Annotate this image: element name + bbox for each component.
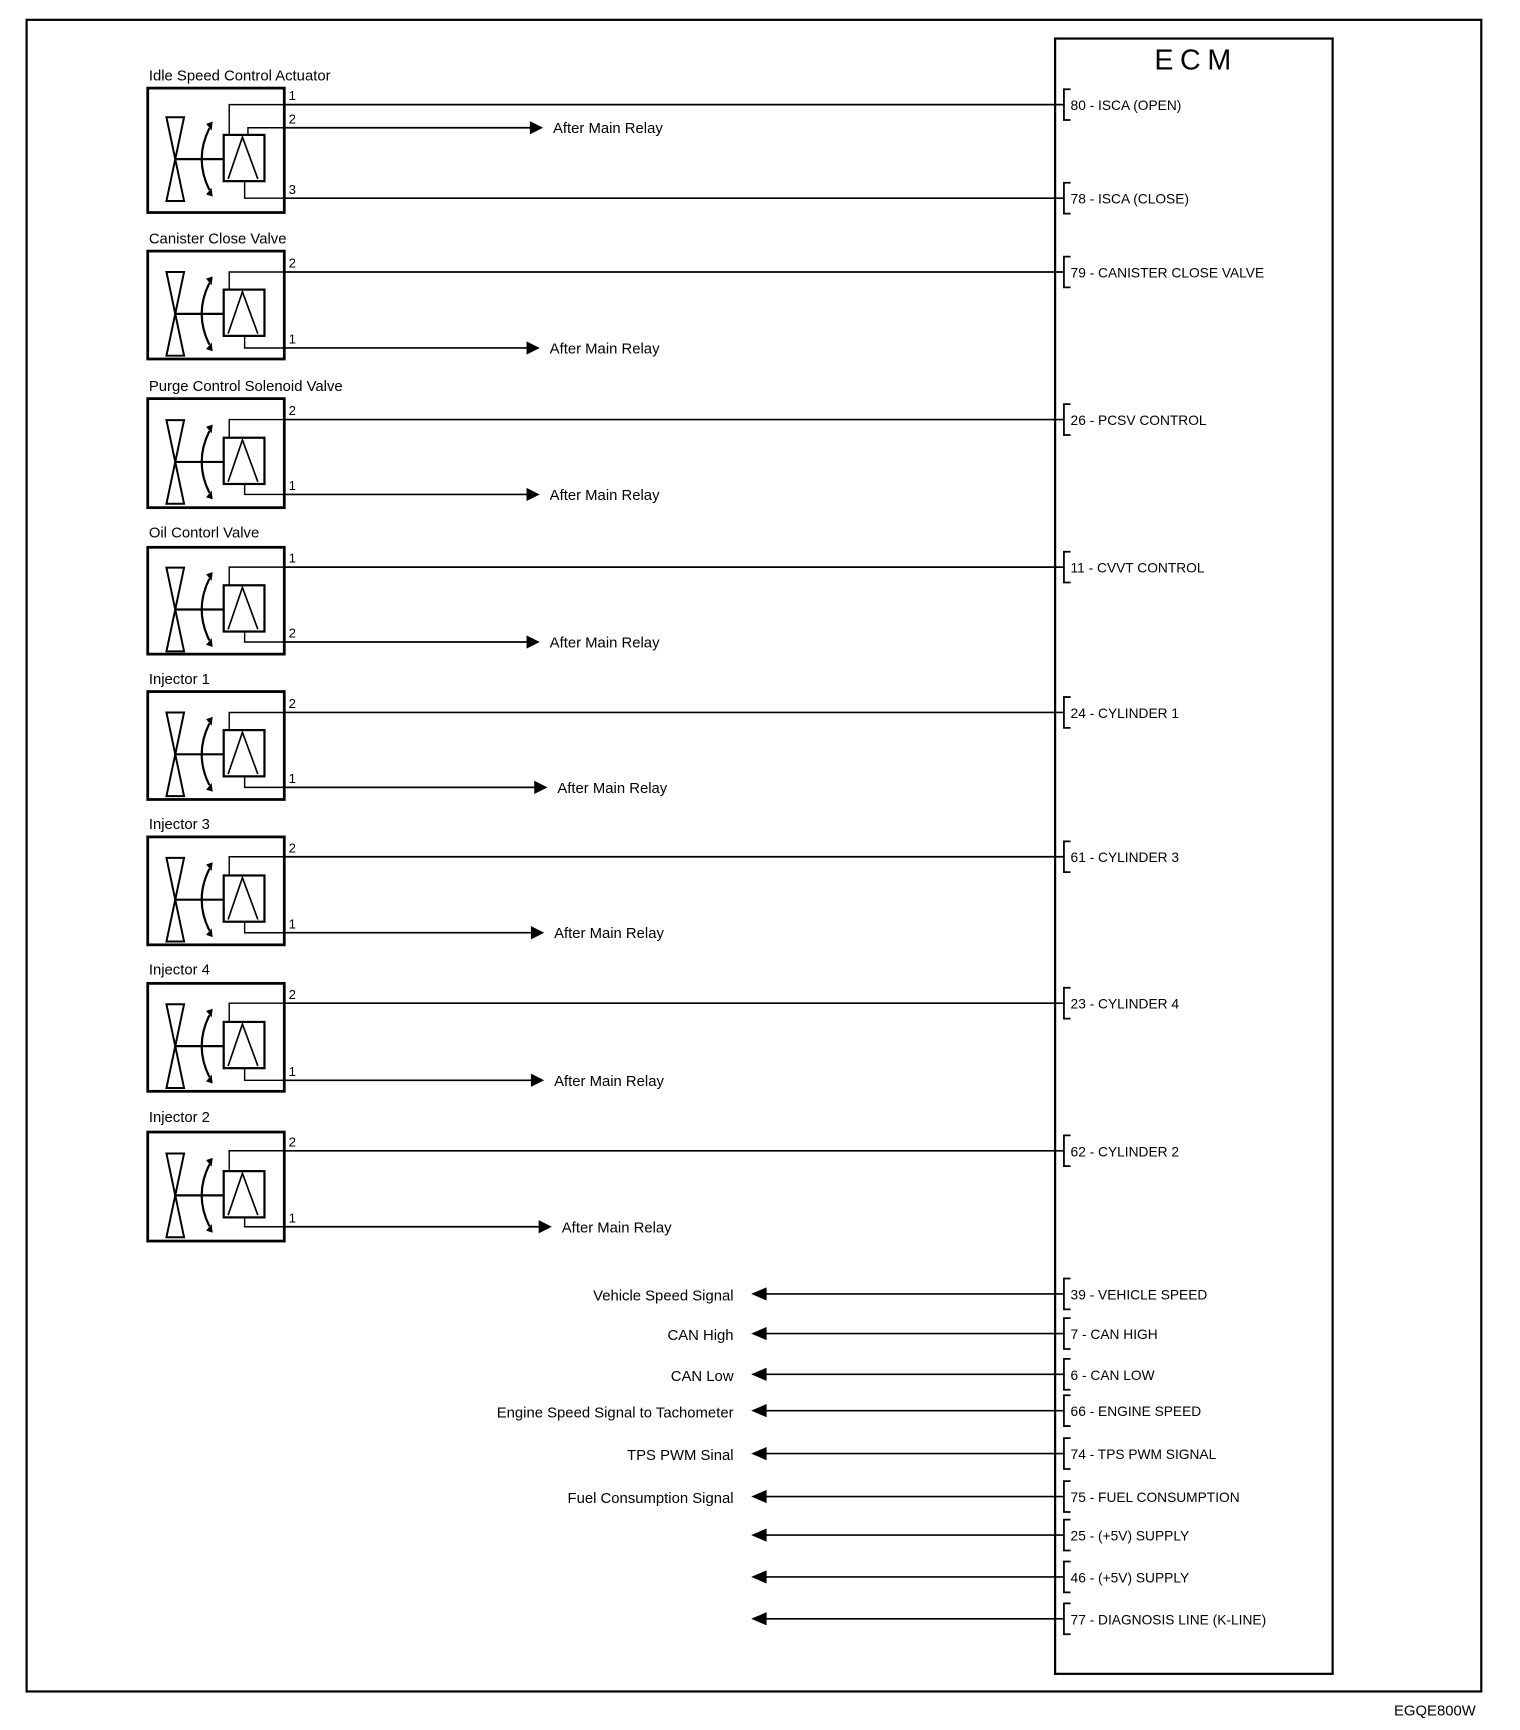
- valve-icon: [166, 712, 223, 796]
- valve-icon: [166, 420, 223, 504]
- ecm-pin-label: 11 - CVVT CONTROL: [1070, 560, 1205, 576]
- relay-label: After Main Relay: [549, 487, 660, 504]
- pin-number: 2: [288, 111, 297, 127]
- internal-wire: [229, 105, 284, 135]
- valve-icon: [166, 1154, 223, 1238]
- component-label: Purge Control Solenoid Valve: [148, 378, 343, 395]
- output-signal: [627, 1438, 1217, 1469]
- arrow-left-icon: [751, 1612, 766, 1625]
- valve-icon: [166, 858, 223, 942]
- ecm-title: ECM: [1154, 44, 1238, 77]
- internal-wire: [245, 181, 285, 198]
- solenoid-icon: [224, 730, 265, 776]
- pin-number: 1: [288, 770, 297, 786]
- component-label: Idle Speed Control Actuator: [148, 68, 331, 85]
- pin-number: 1: [288, 1063, 297, 1079]
- internal-wire: [229, 567, 284, 585]
- solenoid-icon: [224, 290, 265, 336]
- ecm-pin-label: 39 - VEHICLE SPEED: [1070, 1287, 1208, 1303]
- output-signal: [593, 1279, 1207, 1310]
- ecm-pin-label: 79 - CANISTER CLOSE VALVE: [1070, 265, 1265, 281]
- component: [148, 672, 1179, 800]
- solenoid-icon: [224, 135, 265, 181]
- ecm-pin-label: 75 - FUEL CONSUMPTION: [1070, 1490, 1240, 1506]
- arrow-left-icon: [751, 1287, 766, 1300]
- component: [148, 1110, 1179, 1241]
- output-signal: [497, 1395, 1202, 1426]
- internal-wire: [229, 1151, 284, 1171]
- signal-label: Vehicle Speed Signal: [593, 1288, 734, 1305]
- ecm-pin-label: 80 - ISCA (OPEN): [1070, 98, 1182, 114]
- valve-icon: [166, 568, 223, 652]
- internal-wire: [245, 1217, 285, 1226]
- output-signal: [751, 1562, 1189, 1593]
- relay-label: After Main Relay: [557, 780, 668, 797]
- signal-label: CAN Low: [670, 1368, 734, 1385]
- signal-label: Fuel Consumption Signal: [567, 1491, 734, 1508]
- valve-icon: [166, 272, 223, 356]
- pin-number: 2: [288, 625, 297, 641]
- internal-wire: [245, 484, 285, 494]
- arrow-left-icon: [751, 1368, 766, 1381]
- ecm-pin-label: 66 - ENGINE SPEED: [1070, 1404, 1202, 1420]
- internal-wire: [245, 336, 285, 348]
- ecm-pin-label: 25 - (+5V) SUPPLY: [1070, 1528, 1190, 1544]
- internal-wire: [229, 1003, 284, 1022]
- valve-icon: [166, 117, 223, 201]
- ecm-pin-label: 61 - CYLINDER 3: [1070, 850, 1180, 866]
- pin-number: 3: [288, 181, 297, 197]
- component: [148, 68, 1189, 213]
- pin-number: 1: [288, 478, 297, 494]
- internal-wire: [245, 632, 285, 642]
- component: [148, 379, 1207, 508]
- internal-wire: [229, 712, 284, 730]
- ecm-pin-label: 26 - PCSV CONTROL: [1070, 413, 1207, 429]
- component-label: Injector 1: [148, 671, 210, 688]
- pin-number: 1: [288, 916, 297, 932]
- pin-number: 2: [288, 840, 297, 856]
- arrow-right-icon: [531, 1074, 544, 1087]
- relay-label: After Main Relay: [554, 1073, 664, 1090]
- figure-code: EGQE800W: [1394, 1703, 1476, 1720]
- ecm-pin-label: 78 - ISCA (CLOSE): [1070, 191, 1189, 207]
- component-label: Canister Close Valve: [148, 231, 287, 248]
- output-signal: [751, 1520, 1189, 1551]
- arrow-left-icon: [751, 1327, 766, 1340]
- pin-number: 2: [288, 696, 297, 712]
- relay-label: After Main Relay: [552, 121, 663, 138]
- signal-label: Engine Speed Signal to Tachometer: [496, 1405, 734, 1422]
- signal-label: TPS PWM Sinal: [627, 1448, 734, 1465]
- solenoid-icon: [224, 1171, 265, 1217]
- component-label: Injector 3: [148, 817, 210, 834]
- internal-wire: [229, 272, 284, 290]
- output-signal: [568, 1481, 1240, 1512]
- pin-number: 1: [288, 331, 297, 347]
- relay-label: After Main Relay: [554, 926, 664, 943]
- solenoid-icon: [224, 875, 265, 921]
- arrow-left-icon: [751, 1528, 766, 1541]
- arrow-right-icon: [530, 121, 543, 134]
- arrow-right-icon: [534, 781, 547, 794]
- ecm-pin-label: 46 - (+5V) SUPPLY: [1070, 1570, 1190, 1586]
- pin-number: 2: [288, 986, 297, 1002]
- signal-label: CAN High: [667, 1328, 734, 1345]
- relay-label: After Main Relay: [549, 341, 660, 358]
- internal-wire: [245, 922, 285, 933]
- arrow-right-icon: [531, 926, 544, 939]
- solenoid-icon: [224, 585, 265, 631]
- solenoid-icon: [224, 438, 265, 484]
- pin-number: 1: [288, 88, 297, 104]
- component-label: Oil Contorl Valve: [148, 525, 260, 542]
- internal-wire: [245, 776, 285, 787]
- solenoid-icon: [224, 1022, 265, 1068]
- relay-label: After Main Relay: [561, 1220, 672, 1237]
- pin-number: 2: [288, 255, 297, 271]
- component: [148, 525, 1205, 654]
- arrow-right-icon: [527, 635, 540, 648]
- pin-number: 1: [288, 1210, 297, 1226]
- arrow-left-icon: [751, 1404, 766, 1417]
- ecm-pin-label: 62 - CYLINDER 2: [1070, 1144, 1180, 1160]
- ecm-pin-label: 6 - CAN LOW: [1070, 1367, 1155, 1383]
- arrow-left-icon: [751, 1447, 766, 1460]
- pin-number: 2: [288, 403, 297, 419]
- internal-wire: [229, 857, 284, 876]
- output-signal: [751, 1603, 1266, 1634]
- pin-number: 2: [288, 1134, 297, 1150]
- component-label: Injector 4: [148, 962, 210, 979]
- ecm-pin-label: 7 - CAN HIGH: [1070, 1327, 1158, 1343]
- internal-wire: [245, 1068, 285, 1080]
- ecm-pin-label: 77 - DIAGNOSIS LINE (K-LINE): [1070, 1612, 1267, 1628]
- internal-wire: [229, 420, 284, 438]
- ecm-pin-label: 74 - TPS PWM SIGNAL: [1070, 1447, 1217, 1463]
- arrow-left-icon: [751, 1490, 766, 1503]
- arrow-right-icon: [539, 1220, 552, 1233]
- ecm-pin-label: 23 - CYLINDER 4: [1070, 996, 1180, 1012]
- component: [148, 963, 1180, 1092]
- arrow-right-icon: [527, 488, 540, 501]
- valve-icon: [166, 1004, 223, 1088]
- arrow-left-icon: [751, 1570, 766, 1583]
- pin-number: 1: [288, 550, 297, 566]
- output-signal: [668, 1318, 1158, 1349]
- component: [148, 231, 1264, 359]
- component-label: Injector 2: [148, 1110, 210, 1127]
- ecm-pin-label: 24 - CYLINDER 1: [1070, 705, 1180, 721]
- output-signal: [671, 1359, 1155, 1390]
- component: [148, 817, 1180, 945]
- arrow-right-icon: [527, 341, 540, 354]
- relay-label: After Main Relay: [549, 635, 660, 652]
